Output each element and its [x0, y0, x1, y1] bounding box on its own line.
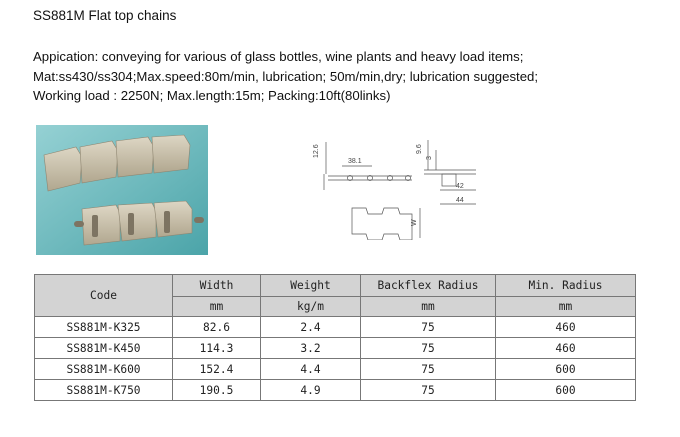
cell-backflex: 75	[361, 317, 496, 338]
cell-code: SS881M-K450	[35, 338, 173, 359]
dim-38-1: 38.1	[348, 158, 362, 165]
side-view	[324, 142, 412, 190]
dim-12-6: 12.6	[313, 144, 320, 158]
page-title: SS881M Flat top chains	[33, 8, 177, 23]
header-width: Width	[173, 275, 261, 297]
cell-weight: 2.4	[261, 317, 361, 338]
end-view	[424, 140, 476, 204]
dim-w: W	[411, 219, 418, 226]
cell-weight: 4.9	[261, 380, 361, 401]
chain-photo	[36, 125, 208, 255]
technical-drawing	[300, 130, 500, 240]
table-row	[35, 317, 636, 338]
dim-44: 44	[456, 197, 464, 204]
spec-table	[34, 274, 636, 401]
dim-9-6: 9.6	[416, 144, 423, 154]
cell-width: 82.6	[173, 317, 261, 338]
unit-backflex: mm	[361, 297, 496, 317]
table-row	[35, 338, 636, 359]
description-line-application: Appication: conveying for various of glass bottles, wine plants and heavy load items;	[33, 49, 524, 64]
cell-backflex: 75	[361, 338, 496, 359]
cell-code: SS881M-K750	[35, 380, 173, 401]
header-code: Code	[35, 275, 173, 317]
cell-width: 114.3	[173, 338, 261, 359]
cell-min-radius: 460	[496, 338, 636, 359]
unit-weight: kg/m	[261, 297, 361, 317]
cell-code: SS881M-K600	[35, 359, 173, 380]
table-row	[35, 380, 636, 401]
unit-width: mm	[173, 297, 261, 317]
cell-min-radius: 600	[496, 359, 636, 380]
cell-width: 152.4	[173, 359, 261, 380]
dim-42: 42	[456, 183, 464, 190]
cell-weight: 4.4	[261, 359, 361, 380]
description	[33, 47, 673, 106]
top-view	[352, 208, 420, 240]
table-row	[35, 359, 636, 380]
unit-min-radius: mm	[496, 297, 636, 317]
cell-min-radius: 600	[496, 380, 636, 401]
cell-min-radius: 460	[496, 317, 636, 338]
header-weight: Weight	[261, 275, 361, 297]
cell-width: 190.5	[173, 380, 261, 401]
header-min-radius: Min. Radius	[496, 275, 636, 297]
cell-weight: 3.2	[261, 338, 361, 359]
description-line-load: Working load : 2250N; Max.length:15m; Packing:10ft(80links)	[33, 88, 391, 103]
cell-backflex: 75	[361, 380, 496, 401]
description-line-material: Mat:ss430/ss304;Max.speed:80m/min, lubrication; 50m/min,dry; lubrication suggested;	[33, 68, 539, 84]
dim-3: 3	[426, 156, 433, 160]
header-backflex-radius: Backflex Radius	[361, 275, 496, 297]
cell-backflex: 75	[361, 359, 496, 380]
cell-code: SS881M-K325	[35, 317, 173, 338]
